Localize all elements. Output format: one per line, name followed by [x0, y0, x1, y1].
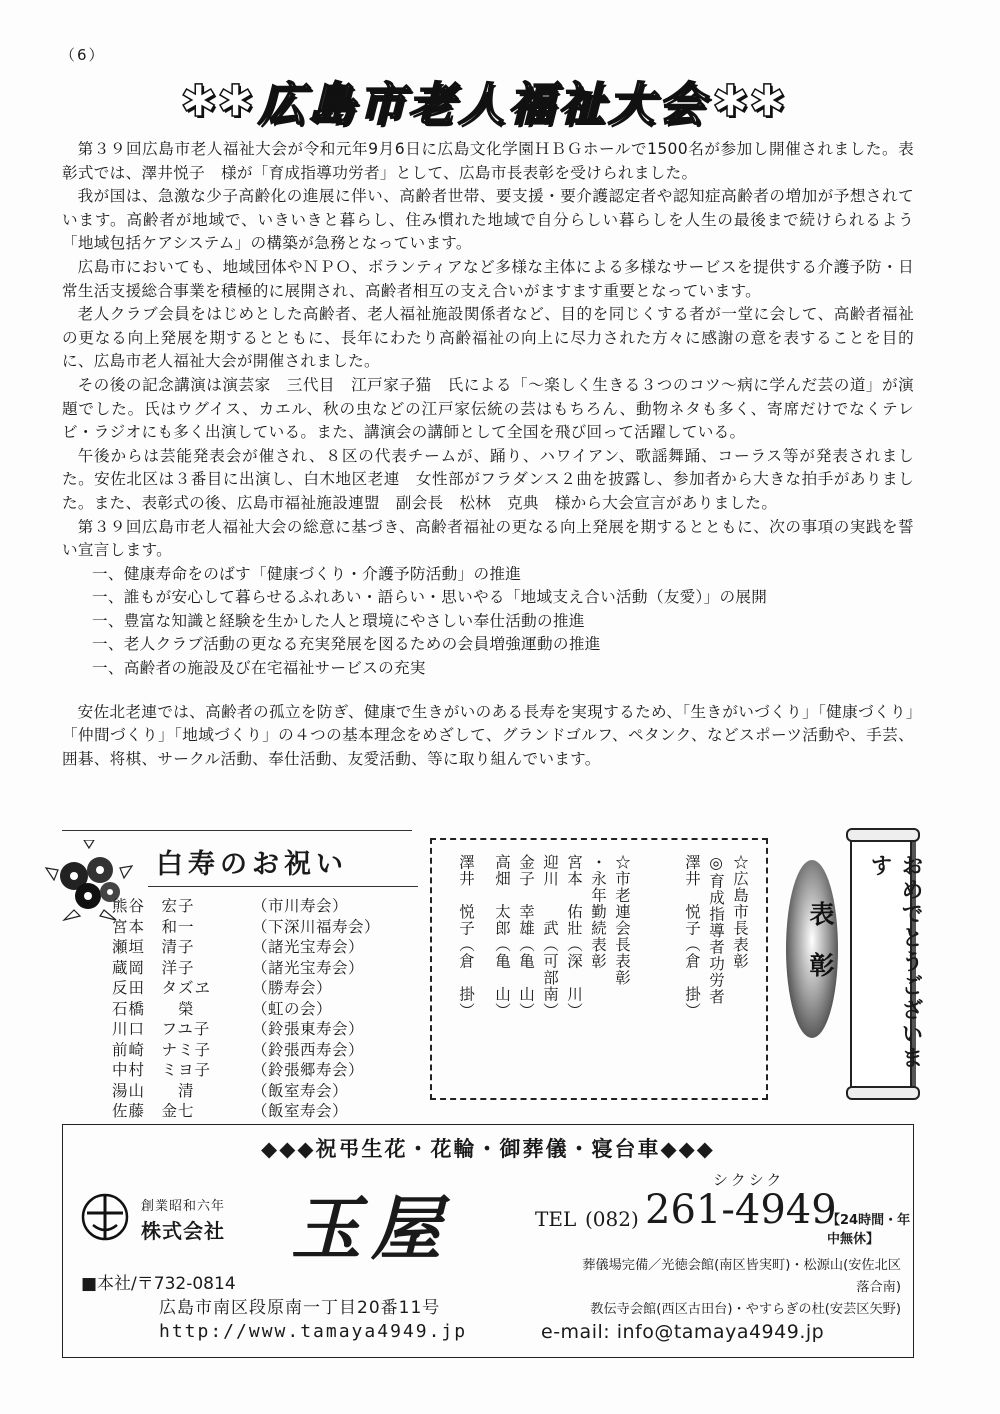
paragraph: 第３９回広島市老人福祉大会の総意に基づき、高齢者福祉の更なる向上発展を期するとともに、次の事項の実践を誓い宣言します。	[62, 517, 914, 560]
declaration-list	[92, 563, 914, 681]
member-name: 蔵岡 洋子	[112, 958, 195, 977]
ad-company-name: 玉屋	[291, 1187, 451, 1270]
declaration-item: 一、誰もが安心して暮らせるふれあい・語らい・思いやる「地域支え合い活動（友愛）」の展開	[92, 588, 768, 607]
member-club: （諸光宝寿会）	[252, 958, 365, 977]
ad-email-link[interactable]: e-mail: info@tamaya4949.jp	[541, 1321, 825, 1343]
award-oval-label: 表彰	[806, 901, 835, 1003]
paragraph: 広島市においても、地域団体やＮＰＯ、ボランティアなど多様な主体による多様なサービスを提供する介護予防・日常生活支援総合事業を積極的に展開され、高齢者相互の支え合いがますます重要となっています。	[62, 257, 914, 300]
ad-hall-line: 教伝寺会館(西区古田台)・やすらぎの杜(安芸区矢野)	[590, 1302, 901, 1317]
list-item	[112, 958, 380, 979]
congratulations-scroll	[850, 834, 923, 1094]
declaration-item: 一、高齢者の施設及び在宅福祉サービスの充実	[92, 659, 426, 678]
hakuju-title: 白寿のお祝い	[156, 849, 348, 880]
page-number: （6）	[60, 46, 106, 64]
list-item	[112, 917, 380, 938]
advertisement	[62, 1124, 914, 1358]
member-club: （鈴張西寿会）	[252, 1040, 365, 1059]
list-item	[112, 1101, 380, 1122]
member-club: （鈴張東寿会）	[252, 1020, 365, 1038]
ad-founded: 創業昭和六年	[141, 1199, 226, 1214]
member-club: （虹の会）	[252, 999, 333, 1018]
member-name: 石橋 榮	[112, 999, 195, 1018]
list-item	[112, 1060, 380, 1081]
divider	[62, 830, 412, 831]
member-club: （勝寿会）	[252, 979, 333, 997]
declaration-item: 一、豊富な知識と経験を生かした人と環境にやさしい奉仕活動の推進	[92, 611, 585, 630]
hakuju-section	[62, 830, 432, 1126]
award-recipient: 迎川 武（可部南）	[541, 854, 559, 1019]
list-item	[112, 999, 380, 1020]
award-subheading: ・永年勤続表彰	[589, 854, 607, 970]
award-recipient: 高畑 太郎（亀 山）	[493, 854, 511, 1019]
closing-paragraph: 安佐北老連では、高齢者の孤立を防ぎ、健康で生きがいのある長寿を実現するため、「生きがいづくり」「健康づくり」「仲間づくり」「地域づくり」の４つの基本理念をめざして、グランドゴルフ、ペタンク、などスポーツ活動や、手芸、囲碁、将棋、サークル活動、奉仕活動、友愛活動、等に取り組んでいます。	[62, 702, 914, 768]
member-name: 瀬垣 清子	[112, 938, 195, 956]
page-title: 広島市老人福祉大会	[258, 77, 708, 131]
member-name: 反田 タズヱ	[112, 979, 212, 997]
award-recipient: 金子 幸雄（亀 山）	[517, 854, 535, 1019]
list-item	[112, 1081, 380, 1102]
list-item	[112, 896, 380, 917]
member-club: （鈴張郷寿会）	[252, 1061, 365, 1079]
award-heading: ☆広島市長表彰	[731, 854, 749, 970]
member-name: 中村 ミヨ子	[112, 1061, 212, 1079]
list-item	[112, 937, 380, 958]
list-item	[112, 1040, 380, 1061]
title-asterisks-left: ✱✱	[180, 75, 254, 127]
award-recipient: 澤井 悦子（倉 掛）	[683, 854, 701, 1019]
member-name: 湯山 清	[112, 1081, 195, 1100]
award-heading: ☆市老連会長表彰	[613, 854, 631, 986]
list-item	[112, 1019, 380, 1040]
member-club: （飯室寿会）	[252, 1102, 349, 1120]
member-name: 宮本 和一	[112, 917, 195, 936]
company-logo-icon	[79, 1191, 131, 1243]
award-list-box	[430, 838, 768, 1100]
ad-website-link[interactable]: http://www.tamaya4949.jp	[159, 1321, 468, 1342]
paragraph: 午後からは芸能発表会が催され、８区の代表チームが、踊り、ハワイアン、歌謡舞踊、コーラス等が発表されました。安佐北区は３番目に出演し、白木地区老連 女性部がフラダンス２曲を披露し、参加者から大きな拍手がありました。また、表彰式の後、広島市福祉施設連盟 副会長 松林 克典 様から大会宣言がありました。	[62, 446, 914, 512]
paragraph: 老人クラブ会員をはじめとした高齢者、老人福祉施設関係者など、目的を同じくする者が一堂に会して、高齢者福祉の更なる向上発展を期するとともに、長年にわたり高齢福祉の向上に尽力された方々に感謝の意を表することを目的に、広島市老人福祉大会が開催されました。	[62, 305, 914, 371]
ad-tel-area: (082)	[585, 1207, 639, 1231]
ad-header: ◆◆◆祝弔生花・花輪・御葬儀・寝台車◆◆◆	[261, 1137, 715, 1161]
title-asterisks-right: ✱✱	[712, 75, 786, 127]
spacer	[62, 681, 914, 701]
member-club: （下深川福寿会）	[252, 917, 381, 936]
paragraph: その後の記念講演は演芸家 三代目 江戸家子猫 氏による「～楽しく生きる３つのコツ～病に学んだ芸の道」が演題でした。氏はウグイス、カエル、秋の虫などの江戸家伝統の芸はもちろん、動物ネタも多く、寄席だけでなくテレビ・ラジオにも多く出演している。また、講演会の講師として全国を飛び回って活躍している。	[62, 375, 914, 442]
member-name: 前崎 ナミ子	[112, 1040, 212, 1059]
article-body	[62, 138, 914, 771]
list-item	[112, 978, 380, 999]
award-oval-badge	[786, 860, 838, 1038]
ad-phone-ruby: シクシク	[713, 1171, 785, 1189]
ad-address-label: ■本社/〒732-0814	[81, 1274, 236, 1294]
declaration-item: 一、老人クラブ活動の更なる充実発展を図るための会員増強運動の推進	[92, 635, 601, 654]
paragraph: 我が国は、急激な少子高齢化の進展に伴い、高齢者世帯、要支援・要介護認定者や認知症高齢者の増加が予想されています。高齢者が地域で、いきいきと暮らし、住み慣れた地域で自分らしい暮らしを人生の最後まで続けられるよう「地域包括ケアシステム」の構築が急務となっています。	[62, 187, 914, 253]
paragraph: 第３９回広島市老人福祉大会が令和元年9月6日に広島文化学園ＨＢＧホールで1500名が参加し開催されました。表彰式では、澤井悦子 様が「育成指導功労者」として、広島市長表彰を受けられました。	[62, 140, 914, 182]
member-club: （市川寿会）	[252, 897, 349, 915]
hakuju-list	[112, 896, 380, 1122]
ad-company-type: 株式会社	[141, 1219, 225, 1243]
member-club: （諸光宝寿会）	[252, 938, 365, 956]
divider	[148, 886, 418, 887]
congratulations-text: おめでとうございます	[867, 854, 923, 1070]
ad-hours: 【24時間・年中無休】	[827, 1213, 911, 1247]
member-name: 熊谷 宏子	[112, 897, 195, 915]
member-name: 川口 フユ子	[112, 1020, 211, 1038]
member-name: 佐藤 金七	[112, 1102, 195, 1120]
ad-halls	[575, 1255, 901, 1321]
declaration-item: 一、健康寿命をのばす「健康づくり・介護予防活動」の推進	[92, 564, 522, 583]
award-recipient: 澤井 悦子（倉 掛）	[457, 854, 475, 1019]
ad-address: 広島市南区段原南一丁目20番11号	[159, 1298, 441, 1318]
ad-phone-number: 261-4949	[645, 1187, 837, 1233]
ad-tel-label: TEL	[535, 1207, 577, 1231]
ad-hall-line: 葬儀場完備／光徳会館(南区皆実町)・松源山(安佐北区落合南)	[582, 1258, 901, 1295]
award-subheading: ◎育成指導者功労者	[707, 854, 725, 1005]
award-recipient: 宮本 佑壯（深 川）	[565, 854, 583, 1019]
member-club: （飯室寿会）	[252, 1081, 349, 1100]
title-banner	[68, 70, 898, 132]
